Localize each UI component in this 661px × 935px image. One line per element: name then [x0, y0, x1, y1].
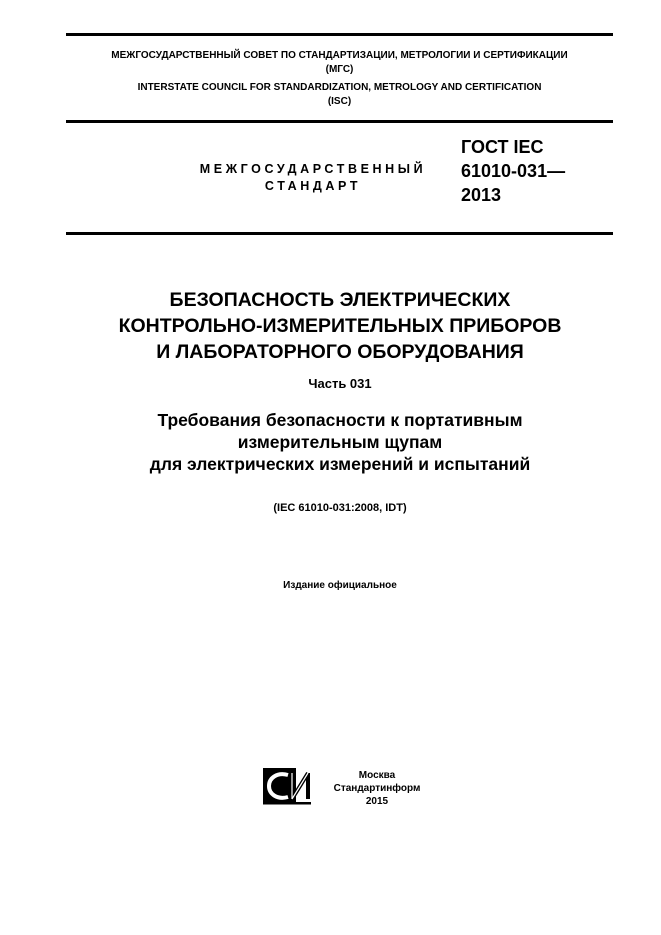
council-ru-abbr: (МГС): [325, 64, 354, 75]
publisher-block: [322, 769, 432, 808]
subtitle-line1: Требования безопасности к портативным: [157, 410, 523, 430]
standard-number: [461, 135, 611, 207]
bottom-divider: [66, 232, 613, 235]
standartinform-logo-icon: [262, 766, 314, 806]
document-title-line1: БЕЗОПАСНОСТЬ ЭЛЕКТРИЧЕСКИХ: [169, 289, 511, 311]
subtitle-line2: измерительным щупам: [237, 432, 443, 452]
edition-label: Издание официальное: [283, 580, 397, 591]
subtitle-line3: для электрических измерений и испытаний: [149, 454, 531, 474]
document-title-line2: КОНТРОЛЬНО-ИЗМЕРИТЕЛЬНЫХ ПРИБОРОВ: [118, 315, 562, 337]
standard-type-line1: МЕЖГОСУДАРСТВЕННЫЙ: [199, 162, 427, 176]
council-en-abbr: (ISC): [327, 96, 352, 107]
publisher-city: Москва: [358, 770, 396, 781]
standard-type-label: [168, 161, 458, 195]
standard-type-line2: СТАНДАРТ: [264, 179, 362, 193]
council-name-en: [66, 81, 613, 109]
iec-reference: (IEC 61010-031:2008, IDT): [273, 502, 407, 514]
part-label: Часть 031: [308, 376, 372, 391]
publisher-name: Стандартинформ: [333, 783, 421, 794]
middle-divider: [66, 120, 613, 123]
council-en-line1: INTERSTATE COUNCIL FOR STANDARDIZATION, METROLOGY AND CERTIFICATION: [137, 82, 542, 93]
standard-number-line1: ГОСТ IEC: [461, 137, 544, 157]
document-subtitle: [40, 409, 640, 475]
document-title: [40, 287, 640, 365]
publisher-year: 2015: [365, 796, 389, 807]
document-title-line3: И ЛАБОРАТОРНОГО ОБОРУДОВАНИЯ: [156, 341, 524, 363]
council-name-ru: [66, 49, 613, 77]
council-ru-line1: МЕЖГОСУДАРСТВЕННЫЙ СОВЕТ ПО СТАНДАРТИЗАЦИИ, МЕТРОЛОГИИ И СЕРТИФИКАЦИИ: [111, 50, 568, 61]
standard-number-line2: 61010-031—: [461, 161, 566, 181]
standard-number-line3: 2013: [461, 185, 502, 205]
top-divider: [66, 33, 613, 36]
